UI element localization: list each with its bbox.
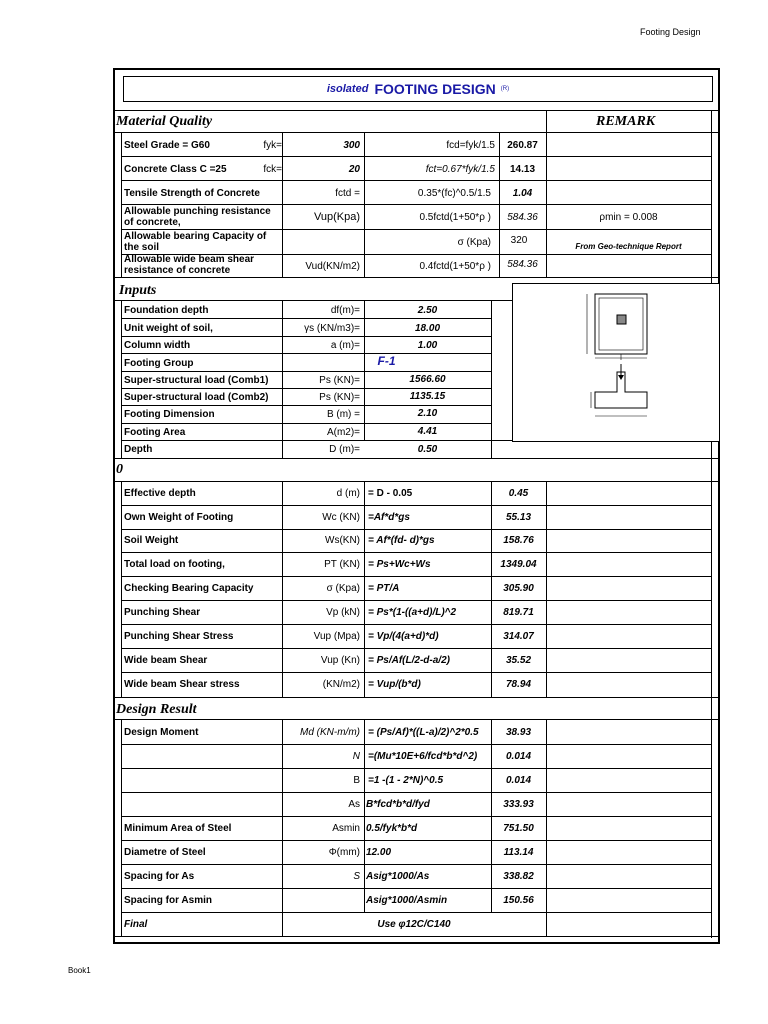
page-title: FOOTING DESIGN	[374, 81, 496, 97]
calc-symbol: Vup (Mpa)	[313, 630, 360, 642]
page-header: Footing Design	[640, 27, 701, 37]
page-footer: Book1	[68, 966, 91, 975]
result-formula: =(Mu*10E+6/fcd*b*d^2)	[368, 750, 478, 762]
input-label: Depth	[124, 443, 153, 455]
material-label: Steel Grade = G60	[124, 139, 210, 151]
input-symbol: Ps (KN)=	[319, 391, 360, 403]
result-symbol: S	[353, 870, 360, 882]
result-result: 113.14	[503, 846, 534, 858]
material-formula: 0.35*(fc)^0.5/1.5	[417, 187, 491, 199]
input-value: F-1	[377, 353, 396, 368]
material-result: 14.13	[509, 163, 536, 175]
section-design-result: Design Result	[116, 702, 197, 717]
calc-symbol: Wc (KN)	[322, 511, 360, 523]
final-label: Final	[124, 918, 148, 930]
result-label: Diametre of Steel	[124, 846, 206, 858]
material-label: Concrete Class C =25	[124, 163, 227, 175]
calc-symbol: σ (Kpa)	[326, 582, 360, 594]
section-inputs: Inputs	[119, 283, 157, 298]
material-result: 584.36	[507, 211, 538, 223]
calc-label: Total load on footing,	[124, 558, 225, 570]
calc-symbol: (KN/m2)	[322, 678, 360, 690]
material-remark: From Geo-technique Report	[575, 241, 682, 251]
result-result: 333.93	[503, 798, 534, 810]
result-result: 0.014	[505, 774, 532, 786]
calc-label: Wide beam Shear	[124, 654, 208, 666]
calc-formula: = Ps+Wc+Ws	[368, 558, 431, 570]
calc-result: 78.94	[505, 678, 532, 690]
material-result: 584.36	[507, 258, 538, 270]
footing-sketch	[512, 283, 719, 442]
material-label: Allowable wide beam shear resistance of concrete	[124, 254, 255, 276]
calc-symbol: PT (KN)	[324, 558, 360, 570]
result-symbol: Φ(mm)	[328, 846, 360, 858]
result-result: 150.56	[503, 894, 534, 906]
input-symbol: γs (KN/m3)=	[304, 322, 360, 334]
material-label: Allowable punching resistance of concrete,	[124, 206, 271, 228]
material-label: Allowable bearing Capacity of the soil	[124, 230, 267, 253]
result-result: 751.50	[503, 822, 534, 834]
calc-result: 55.13	[505, 511, 532, 523]
material-symbol: Vup(Kpa)	[313, 210, 360, 223]
calc-symbol: d (m)	[336, 487, 360, 499]
result-formula: 12.00	[366, 846, 392, 858]
material-symbol: σ (Kpa)	[457, 236, 491, 248]
calc-label: Own Weight of Footing	[124, 511, 234, 523]
calc-result: 305.90	[503, 582, 534, 594]
result-symbol: As	[348, 798, 360, 810]
calc-result: 819.71	[503, 606, 534, 618]
input-label: Unit weight of soil,	[124, 322, 213, 334]
input-symbol: B (m) =	[326, 408, 360, 420]
calc-result: 158.76	[503, 534, 534, 546]
title-box	[123, 76, 713, 102]
calc-formula: = D - 0.05	[368, 487, 413, 499]
material-symbol: Vud(KN/m2)	[305, 260, 360, 272]
result-formula: B*fcd*b*d/fyd	[366, 798, 430, 810]
calc-symbol: Ws(KN)	[325, 534, 360, 546]
title-prefix: isolated	[326, 83, 369, 95]
result-symbol: Md (KN-m/m)	[300, 726, 360, 738]
result-symbol: Asmin	[332, 822, 360, 834]
result-symbol: B	[353, 774, 360, 786]
calc-formula: = Ps*(1-((a+d)/L)^2	[368, 606, 457, 618]
calc-label: Punching Shear	[124, 606, 201, 618]
input-label: Foundation depth	[124, 304, 209, 316]
calc-result: 1349.04	[500, 558, 537, 570]
calc-label: Soil Weight	[124, 534, 179, 546]
result-label: Minimum Area of Steel	[124, 822, 232, 834]
section-calculation: 0	[116, 462, 123, 477]
footing-sketch-drawing	[513, 284, 719, 441]
result-result: 38.93	[505, 726, 532, 738]
calc-formula: = Ps/Af(L/2-d-a/2)	[368, 654, 450, 666]
input-value: 2.50	[417, 304, 438, 316]
result-result: 338.82	[503, 870, 534, 882]
input-value: 18.00	[414, 322, 441, 334]
material-value: 300	[343, 139, 360, 151]
material-symbol: fyk=	[263, 139, 282, 151]
calc-result: 314.07	[503, 630, 534, 642]
calc-formula: = PT/A	[368, 582, 400, 594]
calc-label: Effective depth	[124, 487, 196, 499]
input-value: 1.00	[417, 339, 438, 351]
material-result: 320	[510, 234, 528, 246]
input-label: Super-structural load (Comb2)	[124, 391, 269, 403]
calc-result: 35.52	[505, 654, 532, 666]
title-mark: (R)	[500, 86, 510, 92]
calc-formula: = Af*(fd- d)*gs	[368, 534, 435, 546]
input-symbol: A(m2)=	[326, 426, 360, 438]
calc-symbol: Vup (Kn)	[320, 654, 360, 666]
input-symbol: Ps (KN)=	[319, 374, 360, 386]
material-value: 20	[348, 163, 360, 175]
calc-formula: = Vp/(4(a+d)*d)	[368, 630, 439, 642]
material-formula: 0.5fctd(1+50*ρ )	[419, 211, 491, 223]
input-value: 0.50	[417, 443, 438, 455]
section-material-quality: Material Quality	[116, 114, 213, 129]
material-formula: fcd=fyk/1.5	[446, 139, 495, 151]
material-remark: ρmin = 0.008	[599, 211, 658, 223]
input-label: Super-structural load (Comb1)	[124, 374, 269, 386]
result-formula: = (Ps/Af)*((L-a)/2)^2*0.5	[368, 726, 479, 738]
input-value: 2.10	[417, 407, 438, 419]
material-symbol: fck=	[263, 163, 282, 175]
calc-label: Punching Shear Stress	[124, 630, 234, 642]
result-formula: Asig*1000/As	[366, 870, 430, 882]
section-remark: REMARK	[596, 114, 656, 129]
calc-formula: =Af*d*gs	[368, 511, 410, 523]
material-value: fctd =	[335, 187, 360, 199]
calc-label: Wide beam Shear stress	[124, 678, 240, 690]
material-result: 260.87	[507, 139, 538, 151]
calc-symbol: Vp (kN)	[326, 606, 360, 618]
material-formula: fct=0.67*fyk/1.5	[425, 163, 495, 175]
result-label: Spacing for Asmin	[124, 894, 212, 906]
input-label: Column width	[124, 339, 191, 351]
input-symbol: D (m)=	[329, 443, 360, 455]
result-symbol: N	[352, 750, 360, 762]
input-value: 4.41	[417, 425, 438, 437]
result-result: 0.014	[505, 750, 532, 762]
calc-formula: = Vup/(b*d)	[368, 678, 421, 690]
input-label: Footing Dimension	[124, 408, 215, 420]
result-formula: 0.5/fyk*b*d	[366, 822, 418, 834]
material-label: Tensile Strength of Concrete	[124, 187, 260, 199]
final-value: Use φ12C/C140	[377, 918, 451, 930]
input-label: Footing Area	[124, 426, 186, 438]
material-result: 1.04	[512, 187, 533, 199]
result-formula: Asig*1000/Asmin	[366, 894, 448, 906]
input-value: 1135.15	[409, 390, 446, 402]
result-label: Design Moment	[124, 726, 199, 738]
input-symbol: df(m)=	[330, 304, 360, 316]
result-label: Spacing for As	[124, 870, 195, 882]
material-formula: 0.4fctd(1+50*ρ )	[419, 260, 491, 272]
input-value: 1566.60	[409, 373, 446, 385]
calc-label: Checking Bearing Capacity	[124, 582, 254, 594]
input-symbol: a (m)=	[330, 339, 360, 351]
result-formula: =1 -(1 - 2*N)^0.5	[368, 774, 444, 786]
calc-result: 0.45	[508, 487, 529, 499]
input-label: Footing Group	[124, 357, 194, 369]
